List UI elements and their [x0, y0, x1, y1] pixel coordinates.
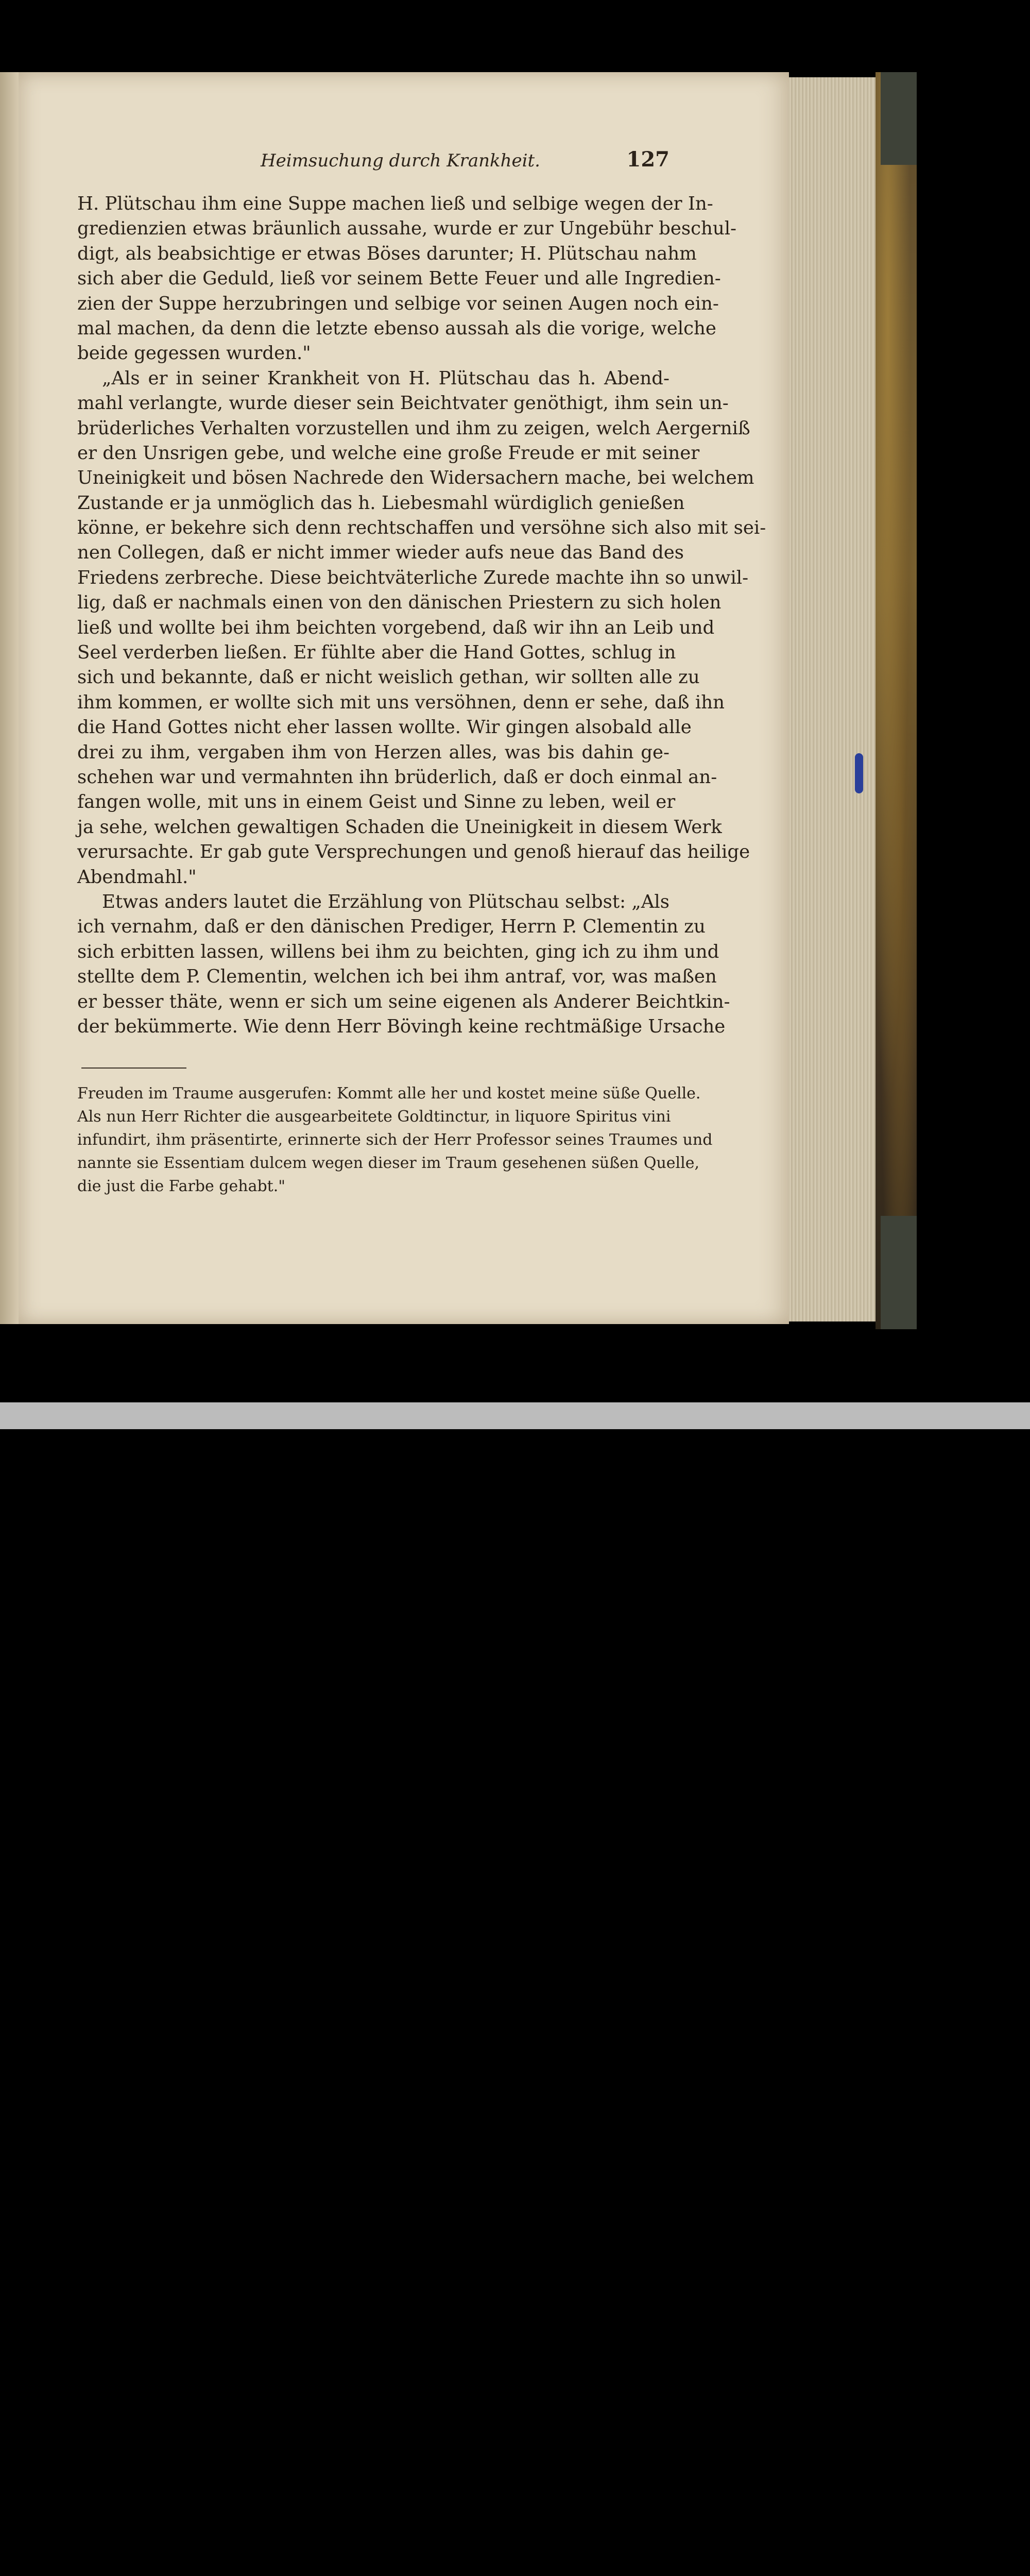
text-line: ihm kommen, er wollte sich mit uns versöhnen, denn er sehe, daß ihn [77, 691, 725, 713]
running-head-title: Heimsuchung durch Krankheit. [261, 150, 540, 171]
text-line: könne, er bekehre sich denn rechtschaffen und versöhne sich also mit sei- [77, 517, 766, 539]
cover-cloth-bottom [881, 1216, 917, 1329]
text-line: schehen war und vermahnten ihn brüderlich, daß er doch einmal an- [77, 766, 717, 788]
viewer-footer-bar [0, 1402, 1030, 1429]
text-line: fangen wolle, mit uns in einem Geist und Sinne zu leben, weil er [77, 791, 676, 813]
text-line: „Als er in seiner Krankheit von H. Plütschau das h. Abend- [102, 367, 670, 389]
cover-cloth-top [881, 72, 917, 165]
text-line: sich aber die Geduld, ließ vor seinem Bette Feuer und alle Ingredien- [77, 268, 721, 290]
text-line: mal machen, da denn die letzte ebenso aussah als die vorige, welche [77, 317, 716, 339]
text-line: drei zu ihm, vergaben ihm von Herzen alles, was bis dahin ge- [77, 741, 670, 763]
text-line: digt, als beabsichtige er etwas Böses darunter; H. Plütschau nahm [77, 243, 697, 264]
body-text [77, 192, 766, 1039]
text-line: sich erbitten lassen, willens bei ihm zu beichten, ging ich zu ihm und [77, 941, 719, 962]
page-number: 127 [626, 147, 670, 172]
text-line: ich vernahm, daß er den dänischen Prediger, Herrn P. Clementin zu [77, 916, 706, 938]
text-line: mahl verlangte, wurde dieser sein Beichtvater genöthigt, ihm sein un- [77, 393, 729, 414]
text-line: gredienzien etwas bräunlich aussahe, wurde er zur Ungebühr beschul- [77, 218, 737, 240]
footnote-rule [81, 1067, 186, 1069]
footnote-line: infundirt, ihm präsentirte, erinnerte sich der Herr Professor seines Traumes und [77, 1131, 713, 1149]
text-line: Etwas anders lautet die Erzählung von Plütschau selbst: „Als [102, 891, 670, 912]
text-line: sich und bekannte, daß er nicht weislich gethan, wir sollten alle zu [77, 667, 700, 688]
text-line: er besser thäte, wenn er sich um seine eigenen als Anderer Beichtkin- [77, 991, 730, 1012]
text-line: Zustande er ja unmöglich das h. Liebesmahl würdiglich genießen [77, 492, 685, 514]
text-line: stellte dem P. Clementin, welchen ich bei ihm antraf, vor, was maßen [77, 966, 717, 988]
footnote-line: Freuden im Traume ausgerufen: Kommt alle her und kostet meine süße Quelle. [77, 1084, 701, 1103]
footnote-line: die just die Farbe gehabt." [77, 1177, 286, 1195]
marbled-cover-board [876, 72, 917, 1329]
footnote [77, 1082, 713, 1198]
text-line: zien der Suppe herzubringen und selbige vor seinen Augen noch ein- [77, 293, 719, 314]
text-line: H. Plütschau ihm eine Suppe machen ließ und selbige wegen der In- [77, 193, 713, 214]
footnote-line: nannte sie Essentiam dulcem wegen dieser im Traum gesehenen süßen Quelle, [77, 1154, 699, 1172]
previous-page-edge [0, 72, 20, 1324]
text-line: Uneinigkeit und bösen Nachrede den Widersachern mache, bei welchem [77, 467, 754, 489]
text-line: der bekümmerte. Wie denn Herr Bövingh keine rechtmäßige Ursache [77, 1015, 726, 1037]
text-line: er den Unsrigen gebe, und welche eine große Freude er mit seiner [77, 442, 700, 464]
text-line: verursachte. Er gab gute Versprechungen und genoß hierauf das heilige [77, 841, 750, 863]
text-line: nen Collegen, daß er nicht immer wieder aufs neue das Band des [77, 542, 684, 564]
text-line: lig, daß er nachmals einen von den dänischen Priestern zu sich holen [77, 592, 722, 614]
text-line: ja sehe, welchen gewaltigen Schaden die Uneinigkeit in diesem Werk [77, 816, 722, 838]
footnote-line: Als nun Herr Richter die ausgearbeitete Goldtinctur, in liquore Spiritus vini [77, 1108, 671, 1126]
text-line: brüderliches Verhalten vorzustellen und ihm zu zeigen, welch Aergerniß [77, 417, 750, 439]
text-line: ließ und wollte bei ihm beichten vorgebend, daß wir ihn an Leib und [77, 617, 715, 638]
text-line: Abendmahl." [77, 866, 197, 888]
text-line: Seel verderben ließen. Er fühlte aber die Hand Gottes, schlug in [77, 642, 676, 664]
bookmark-ribbon [855, 753, 863, 793]
text-line: Friedens zerbreche. Diese beichtväterliche Zurede machte ihn so unwil- [77, 567, 749, 588]
text-line: beide gegessen wurden." [77, 343, 311, 364]
text-line: die Hand Gottes nicht eher lassen wollte. Wir gingen alsobald alle [77, 717, 692, 738]
